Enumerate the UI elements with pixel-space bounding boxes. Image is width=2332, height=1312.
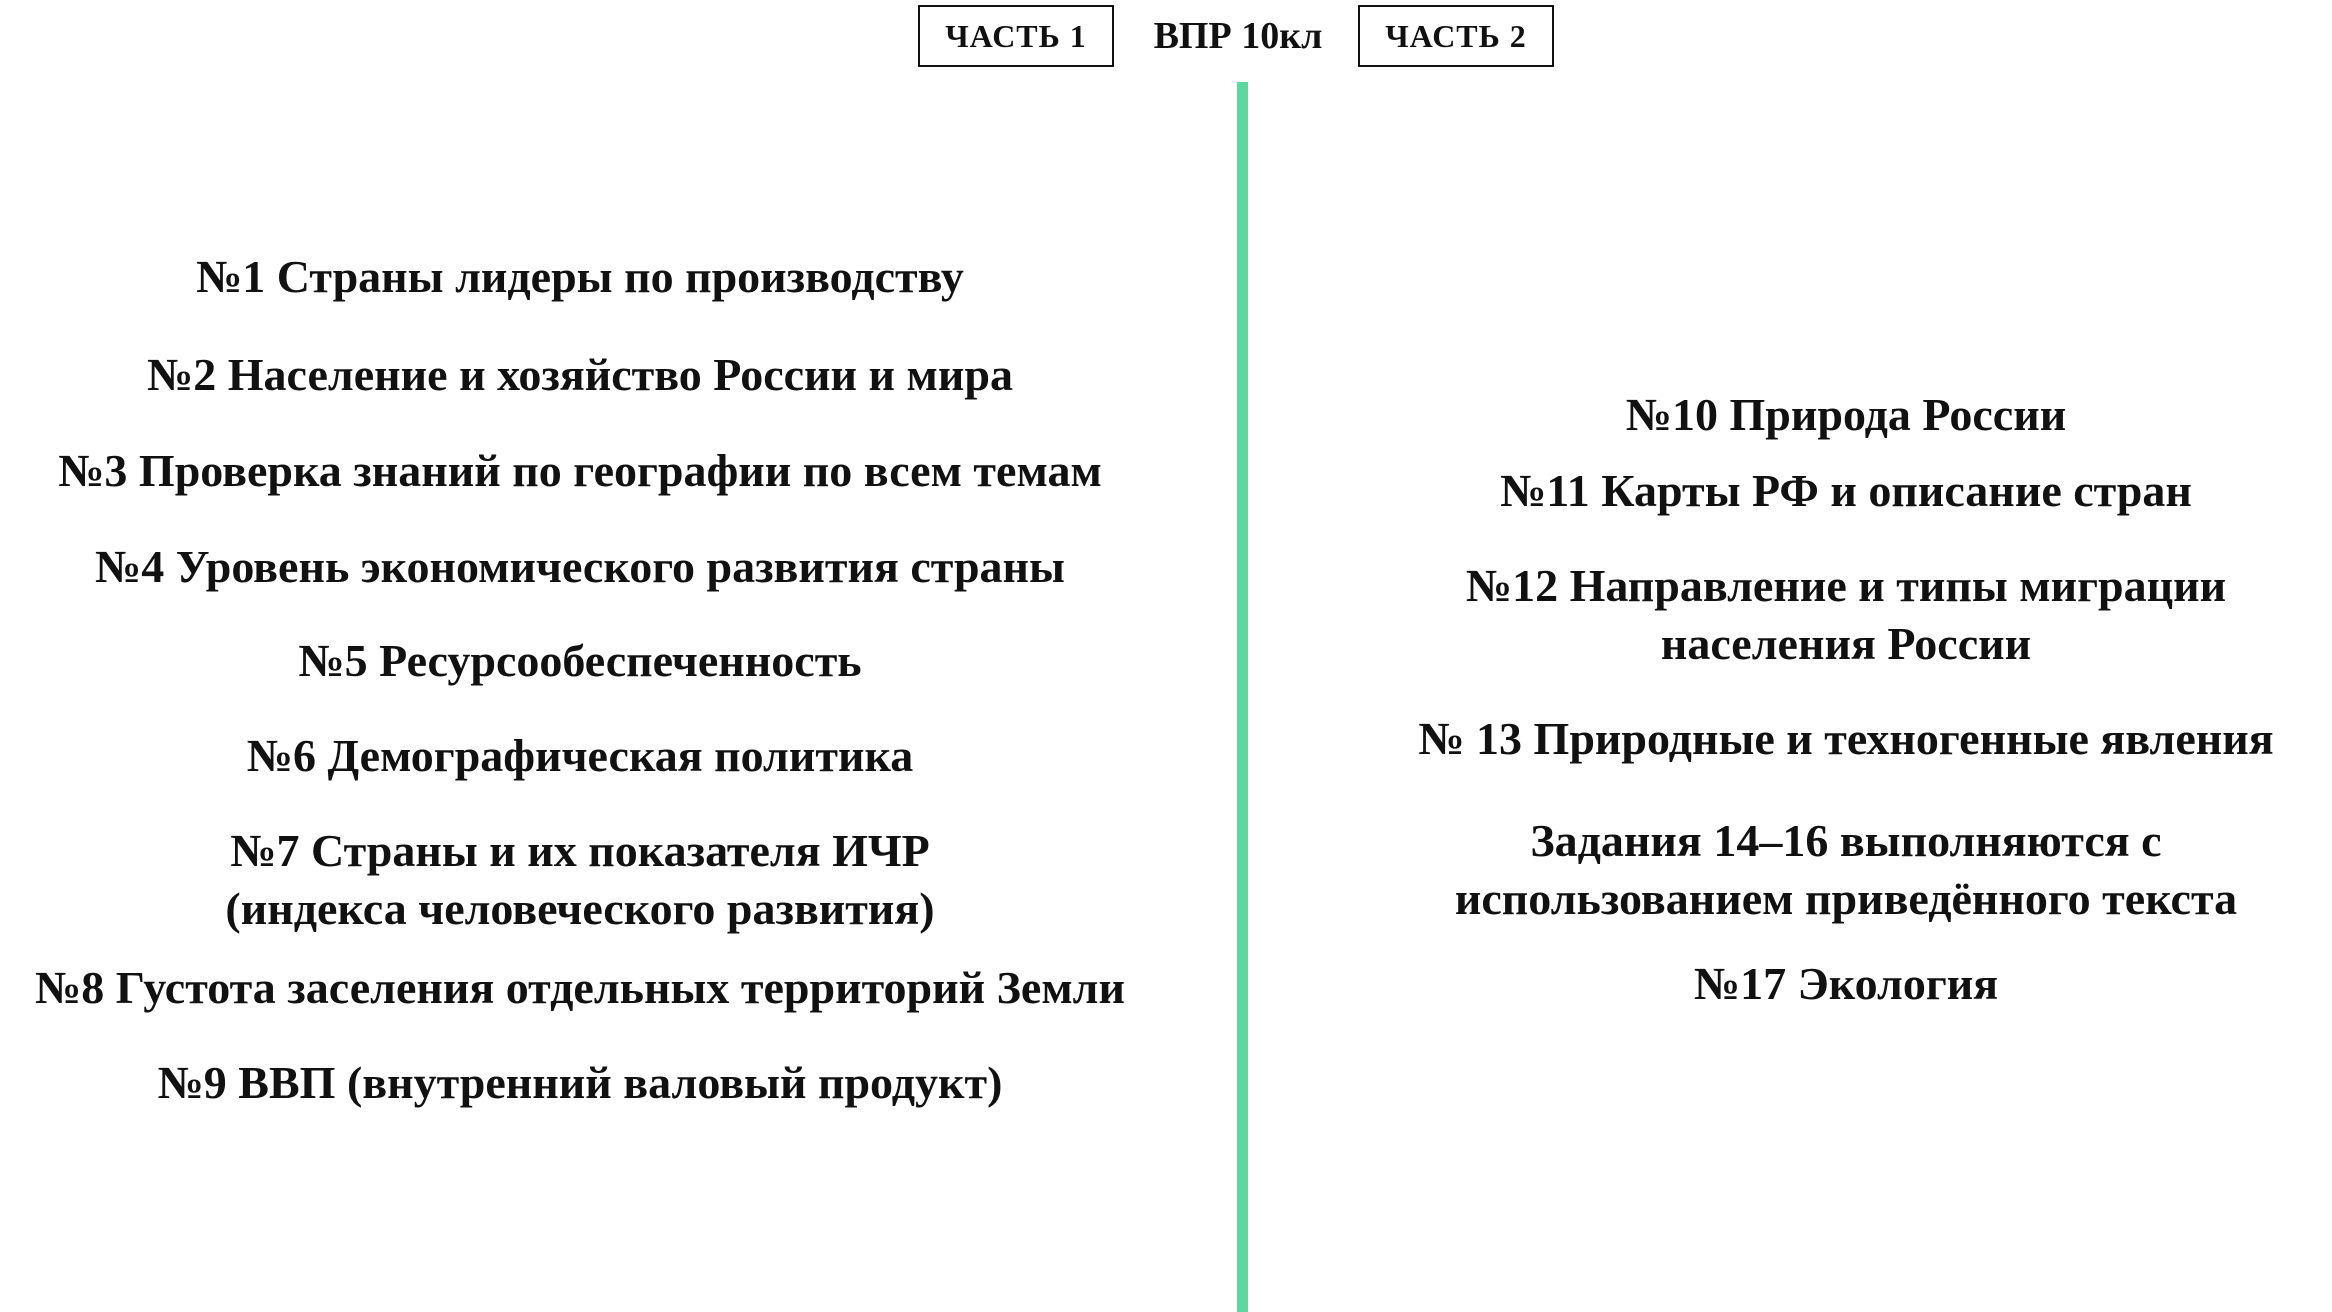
topic-line: №5 Ресурсообеспеченность [298, 635, 862, 686]
topic-line: №17 Экология [1693, 958, 1999, 1009]
topic-line: №7 Страны и их показателя ИЧР [230, 825, 930, 876]
topic-line: №1 Страны лидеры по производству [196, 251, 964, 302]
part1-topic-7 [0, 822, 1160, 938]
part1-topic-8 [0, 959, 1160, 1017]
topic-line: №4 Уровень экономического развития страны [95, 541, 1065, 592]
part2-topic-11 [1320, 462, 2332, 520]
part1-topic-4 [0, 538, 1160, 596]
topic-line: (индекса человеческого развития) [225, 883, 935, 934]
part2-topic-14-16 [1320, 812, 2332, 928]
part1-topic-5 [0, 632, 1160, 690]
part2-label: ЧАСТЬ 2 [1385, 17, 1527, 54]
part2-topic-17 [1320, 955, 2332, 1013]
topic-line: использованием приведённого текста [1454, 873, 2238, 924]
topic-line: №9 ВВП (внутренний валовый продукт) [157, 1057, 1003, 1108]
part2-topic-10 [1320, 386, 2332, 444]
page-title: ВПР 10кл [1153, 15, 1323, 57]
topic-line: №10 Природа России [1625, 389, 2067, 440]
topic-line: Задания 14–16 выполняются с [1530, 815, 2162, 866]
part1-label: ЧАСТЬ 1 [945, 17, 1087, 54]
topic-line: № 13 Природные и техногенные явления [1418, 713, 2274, 764]
topic-line: №12 Направление и типы миграции [1465, 560, 2227, 611]
part2-label-box [1358, 5, 1554, 67]
topic-line: №6 Демографическая политика [246, 730, 914, 781]
part1-label-box [918, 5, 1114, 67]
part2-topic-13 [1320, 710, 2332, 768]
part1-topic-1 [0, 248, 1160, 306]
topic-line: населения России [1660, 618, 2032, 669]
part1-topic-9 [0, 1054, 1160, 1112]
topic-line: №11 Карты РФ и описание стран [1500, 465, 2192, 516]
part1-topic-3 [0, 442, 1160, 500]
part2-topic-12 [1320, 557, 2332, 673]
topic-line: №3 Проверка знаний по географии по всем темам [58, 445, 1102, 496]
center-divider [1237, 82, 1248, 1312]
part1-topic-2 [0, 346, 1160, 404]
topic-line: №8 Густота заселения отдельных территорий Земли [34, 962, 1125, 1013]
part1-topic-6 [0, 727, 1160, 785]
topic-line: №2 Население и хозяйство России и мира [147, 349, 1013, 400]
